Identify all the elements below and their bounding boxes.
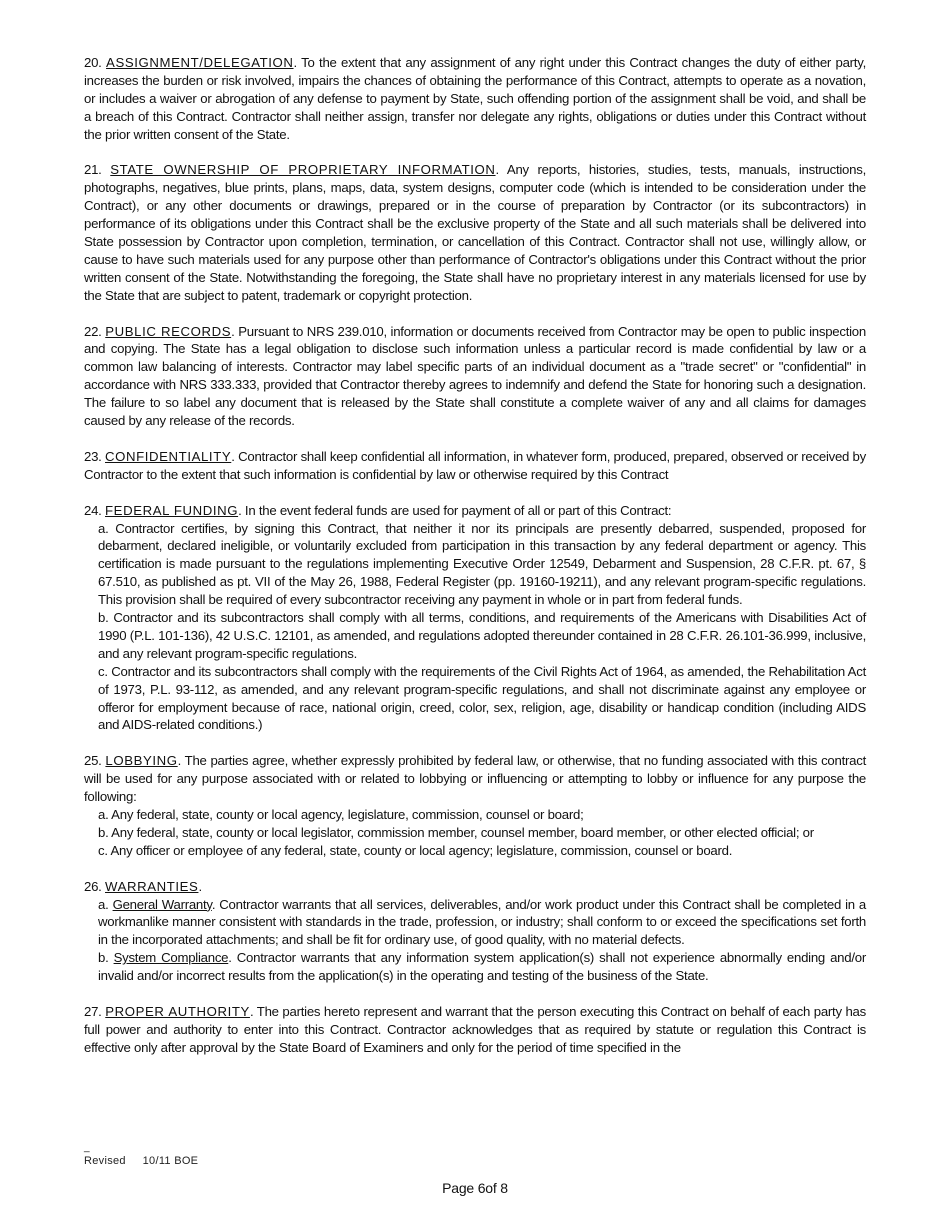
sub-item: a. Contractor certifies, by signing this Contract, that neither it nor its principals are presently debarred, suspended, proposed for debarment, declared ineligible, or voluntarily excluded from participation in this transaction by any federal department or agency. This certification is made pursuant to the regulations implementing Executive Order 12549, Debarment and Suspension, 28 C.F.R. pt. 67, § 67.510, as published as pt. VII of the May 26, 1988, Federal Register (pp. 19160-19211), and any relevant program-specific regulations. This provision shall be required of every subcontractor receiving any payment in whole or in part from federal funds. <box>98 520 866 608</box>
sub-item: b. Contractor and its subcontractors shall comply with all terms, conditions, and requirements of the Americans with Disabilities Act of 1990 (P.L. 101-136), 42 U.S.C. 12101, as amended, and regulations adopted thereunder contained in 28 C.F.R. 26.101-36.999, inclusive, and any relevant program-specific regulations. <box>98 610 866 661</box>
section-text: . In the event federal funds are used for payment of all or part of this Contract: <box>238 502 672 518</box>
section-paragraph <box>84 54 866 144</box>
section-paragraph <box>84 161 866 304</box>
sub-item: b. Any federal, state, county or local legislator, commission member, counsel member, board member, or other elected official; or <box>98 824 814 840</box>
section-number: 24. <box>84 502 102 518</box>
section-20-assignment <box>84 54 866 144</box>
section-text: . <box>198 878 202 894</box>
section-number: 21. <box>84 162 102 178</box>
section-24-federal-funding <box>84 502 866 735</box>
section-title: CONFIDENTIALITY <box>105 448 232 464</box>
section-text: . The parties hereto represent and warrant that the person executing this Contract on behalf of each party has full power and authority to enter into this Contract. Contractor acknowledges that as required by statute or regulation this Contract is effective only after approval by the State Board of Examiners and only for the period of time specified in the <box>84 1003 866 1055</box>
section-title: WARRANTIES <box>105 878 199 894</box>
section-title: ASSIGNMENT/DELEGATION <box>106 55 294 70</box>
section-paragraph <box>84 878 866 896</box>
section-text: . Pursuant to NRS 239.010, information or documents received from Contractor may be open to public inspection and copying. The State has a legal obligation to disclose such information unless a particular record is made confidential by law or a common law balancing of interests. Contractor may label specific parts of an individual document as a "trade secret" or "confidential" in accordance with NRS 333.333, provided that Contractor thereby agrees to indemnify and defend the State for honoring such a designation. The failure to so label any document that is released by the State shall constitute a complete waiver of any and all claims for damages caused by any release of the records. <box>84 323 866 429</box>
page-number: Page 6of 8 <box>442 1180 508 1196</box>
section-paragraph <box>84 1003 866 1057</box>
section-number: 20. <box>84 55 102 70</box>
section-title: STATE OWNERSHIP OF PROPRIETARY INFORMATION <box>110 162 496 178</box>
sub-item: a. Any federal, state, county or local agency, legislature, commission, counsel or board; <box>98 806 584 822</box>
section-paragraph <box>84 323 866 430</box>
warranty-item <box>84 896 866 950</box>
section-number: 26. <box>84 878 102 894</box>
section-paragraph <box>84 502 866 520</box>
section-text: . To the extent that any assignment of any right under this Contract changes the duty of either party, increases the burden or risk involved, impairs the chances of obtaining the performance of this Contract, attempts to operate as a novation, or includes a waiver or abrogation of any defense to payment by State, such offending portion of the assignment shall be void, and shall be a breach of this Contract. Contractor shall neither assign, transfer nor delegate any rights, obligations or duties under this Contract without the prior written consent of the State. <box>84 55 866 142</box>
section-text: . Any reports, histories, studies, tests, manuals, instructions, photographs, negatives, blue prints, plans, maps, data, system designs, computer code (which is intended to be consideration under the Contract), or any other documents or drawings, prepared or in the course of preparation by Contractor (or its subcontractors) in performance of its obligations under this Contract shall be the exclusive property of the State and all such materials shall be delivered into State possession by Contractor upon completion, termination, or cancellation of this Contract. Contractor shall not use, willingly allow, or cause to have such materials used for any purpose other than performance of Contractor's obligations under this Contract without the prior written consent of the State. Notwithstanding the foregoing, the State shall have no proprietary interest in any materials licensed for use by the State that are subject to patent, trademark or copyright protection. <box>84 162 866 303</box>
section-22-public-records <box>84 323 866 430</box>
section-number: 23. <box>84 448 102 464</box>
sub-item: c. Any officer or employee of any federal, state, county or local agency; legislature, commission, counsel or board. <box>98 842 733 858</box>
contract-page-body <box>84 54 866 1075</box>
section-number: 25. <box>84 753 102 769</box>
section-title: LOBBYING <box>105 753 178 769</box>
section-title: FEDERAL FUNDING <box>105 502 239 518</box>
section-paragraph <box>84 752 866 806</box>
warranty-label: System Compliance <box>113 950 229 966</box>
section-23-confidentiality <box>84 448 866 484</box>
section-title: PUBLIC RECORDS <box>105 323 232 339</box>
section-paragraph <box>84 448 866 484</box>
warranty-item <box>84 949 866 985</box>
warranty-prefix: a. <box>98 896 113 912</box>
sub-item: c. Contractor and its subcontractors shall comply with the requirements of the Civil Rights Act of 1964, as amended, the Rehabilitation Act of 1973, P.L. 93-112, as amended, and any relevant program-specific regulations, and shall not discriminate against any employee or offeror for employment because of race, national origin, creed, color, sex, religion, age, disability or handicap condition (including AIDS and AIDS-related conditions.) <box>98 663 866 733</box>
footer-rule: _ <box>84 1142 90 1153</box>
section-title: PROPER AUTHORITY <box>105 1003 250 1019</box>
warranty-text: . Contractor warrants that any information system application(s) shall not experience abnormally ending and/or invalid and/or incorrect results from the application(s) in the operating and testing of the business of the State. <box>98 950 866 984</box>
section-number: 27. <box>84 1003 102 1019</box>
section-27-proper-authority <box>84 1003 866 1057</box>
section-25-lobbying <box>84 752 866 859</box>
warranty-prefix: b. <box>98 950 114 966</box>
footer-revision: Revised 10/11 BOE <box>84 1155 199 1167</box>
warranty-text: . Contractor warrants that all services, deliverables, and/or work product under this Contract shall be completed in a workmanlike manner consistent with standards in the trade, profession, or industry; shall conform to or exceed the specifications set forth in the incorporated attachments; and shall be fit for ordinary use, of good quality, with no material defects. <box>98 896 867 948</box>
section-text: . The parties agree, whether expressly prohibited by federal law, or otherwise, that no funding associated with this contract will be used for any purpose associated with or related to lobbying or influencing or attempting to lobby or influence for any purpose the following: <box>84 753 866 805</box>
section-number: 22. <box>84 323 102 339</box>
section-26-warranties <box>84 878 866 985</box>
section-text: . Contractor shall keep confidential all information, in whatever form, produced, prepared, observed or received by Contractor to the extent that such information is confidential by law or otherwise required by this Contract <box>84 448 866 482</box>
section-21-ownership <box>84 161 866 304</box>
warranty-label: General Warranty <box>112 896 212 912</box>
